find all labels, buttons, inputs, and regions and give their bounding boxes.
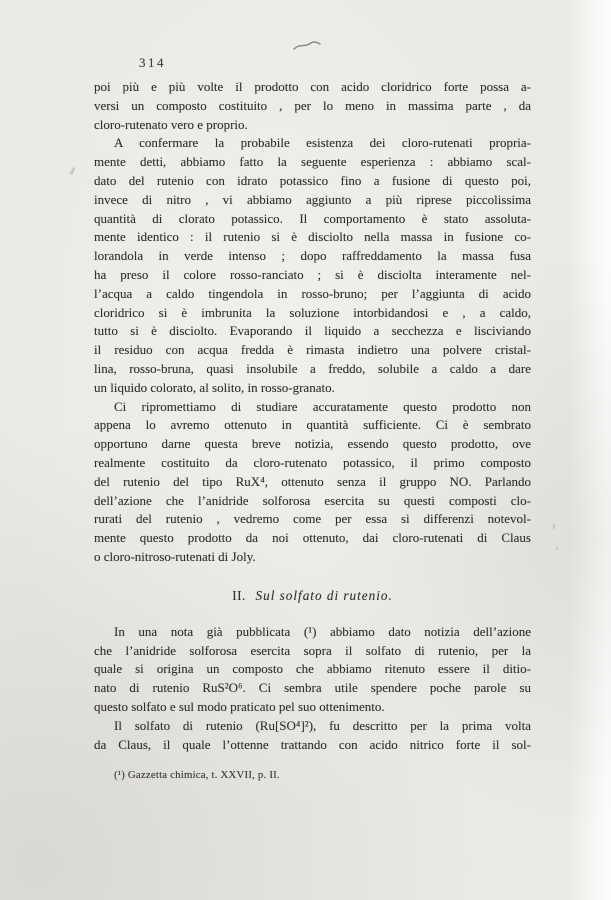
text-line: In una nota già pubblicata (¹) abbiamo dato notizia dell’azione bbox=[114, 623, 531, 639]
text-line: cloro-rutenato vero e proprio. bbox=[94, 116, 248, 132]
text-line: mente identico : il rutenio si è disciolto nella massa in fusione co- bbox=[94, 229, 531, 245]
text-line: Il solfato di rutenio (Ru[SO⁴]²), fu descritto per la prima volta bbox=[114, 717, 531, 733]
page-number: 314 bbox=[139, 55, 166, 70]
text-line: che l’anidride solforosa esercita sopra il solfato di rutenio, per la bbox=[94, 642, 531, 658]
paragraph-announcement bbox=[94, 398, 531, 567]
text-line: questo solfato e sul modo praticato pel suo ottenimento. bbox=[94, 698, 385, 714]
text-line: invece di nitro , vi abbiamo aggiunto a più riprese piccolissima bbox=[94, 191, 531, 207]
paragraph-sulfate-intro bbox=[94, 623, 531, 717]
text-line: quantità di clorato potassico. Il comportamento è stato assoluta- bbox=[94, 210, 531, 226]
text-line: poi più e più volte il prodotto con acido cloridrico forte possa a- bbox=[94, 79, 531, 94]
text-line: mente detti, abbiamo fatto la seguente esperienza : abbiamo scal- bbox=[94, 154, 531, 170]
text-line: versi un composto costituito , per lo meno in massima parte , da bbox=[94, 97, 531, 113]
text-line: il residuo con acqua fredda è rimasta indietro una polvere cristal- bbox=[94, 342, 531, 358]
text-line: A confermare la probabile esistenza dei cloro-rutenati propria- bbox=[114, 135, 531, 151]
text-line: cloridrico si è imbrunita la soluzione intorbidandosi e , a caldo, bbox=[94, 304, 531, 320]
scan-speck bbox=[69, 167, 75, 175]
text-line: rurati del rutenio , vedremo come per essa si differenzi notevol- bbox=[94, 511, 531, 527]
text-line: l’acqua a caldo tingendola in rosso-bruno; per l’aggiunta di acido bbox=[94, 285, 531, 301]
text-line: da Claus, il quale l’ottenne trattando con acido nitrico forte il sol- bbox=[94, 736, 531, 752]
section-title: Sul solfato di rutenio. bbox=[255, 587, 393, 603]
paragraph-experiment bbox=[94, 134, 531, 397]
paragraph-claus bbox=[94, 717, 531, 755]
text-line: nato di rutenio RuS²O⁶. Ci sembra utile spendere poche parole su bbox=[94, 680, 531, 696]
text-line: opportuno darne questa breve notizia, essendo questo prodotto, ove bbox=[94, 436, 531, 452]
pen-mark-icon bbox=[291, 38, 325, 54]
scan-speck bbox=[553, 524, 556, 529]
text-line: un liquido colorato, al solito, in rosso-granato. bbox=[94, 379, 335, 395]
text-line: tutto si è disciolto. Evaporando il liquido a secchezza e lisciviando bbox=[94, 323, 531, 339]
text-line: ha preso il colore rosso-ranciato ; si è disciolta interamente nel- bbox=[94, 266, 531, 282]
paragraph-continuation bbox=[94, 78, 531, 134]
text-line: dato del rutenio con idrato potassico fino a fusione di questo poi, bbox=[94, 172, 531, 188]
text-line: Ci ripromettiamo di studiare accuratamente questo prodotto non bbox=[114, 398, 531, 414]
text-line: mente questo prodotto da noi ottenuto, dai cloro-rutenati di Claus bbox=[94, 530, 531, 546]
text-line: o cloro-nitroso-rutenati di Joly. bbox=[94, 548, 256, 564]
scan-speck bbox=[556, 547, 558, 550]
text-line: realmente costituito da cloro-rutenato potassico, il primo composto bbox=[94, 454, 531, 470]
text-line: del rutenio del tipo RuX⁴, ottenuto senza il gruppo NO. Parlando bbox=[94, 473, 531, 489]
section-number: II. bbox=[232, 587, 246, 603]
text-line: lorandola in verde intenso ; dopo raffreddamento la massa fusa bbox=[94, 248, 531, 264]
text-line: dell’azione che l’anidride solforosa esercita su questi composti clo- bbox=[94, 492, 531, 508]
text-line: appena lo avremo ottenuto in quantità sufficiente. Ci è sembrato bbox=[94, 417, 531, 433]
text-line: lina, rosso-bruna, quasi insolubile a freddo, solubile a caldo a dare bbox=[94, 360, 531, 376]
text-line: quale si origina un composto che abbiamo ritenuto essere il ditio- bbox=[94, 661, 531, 677]
footnote: (¹) Gazzetta chimica, t. XXVII, p. II. bbox=[114, 769, 280, 782]
page-text-block bbox=[94, 78, 531, 781]
section-heading bbox=[94, 588, 531, 604]
